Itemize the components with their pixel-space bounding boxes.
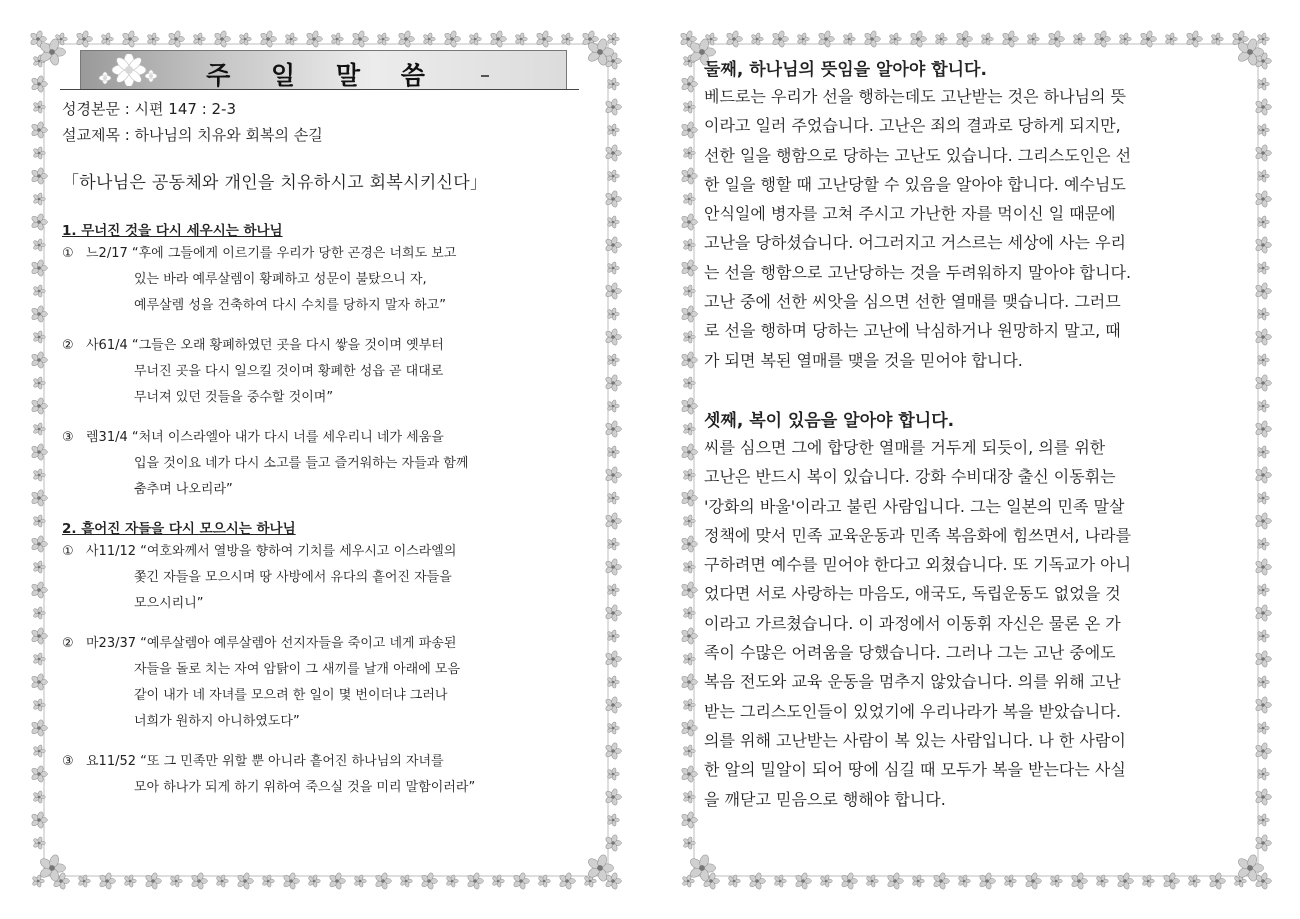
flower-ornament [260, 30, 277, 48]
flower-ornament [31, 213, 48, 231]
outline-sections [62, 219, 587, 801]
body-line: 고난을 당하셨습니다. 어그러지고 거스르는 세상에 사는 우리 [704, 233, 1127, 253]
verse-line: 같이 내가 네 자녀를 모으려 한 일이 몇 번이더냐 그러나 [134, 688, 448, 703]
flower-ornament [683, 514, 696, 527]
title-banner [80, 50, 567, 89]
flower-ornament [681, 811, 698, 829]
flower-ornament [536, 30, 553, 48]
flower-ornament [681, 397, 698, 415]
verse-line: 있는 바라 예루살렘이 황폐하고 성문이 불탔으니 자, [134, 272, 427, 287]
flower-ornament [33, 514, 46, 527]
body-line: 의를 위해 고난받는 사람이 복 있는 사람입니다. 나 한 사람이 [704, 730, 1126, 750]
flower-ornament [33, 100, 46, 113]
flower-ornament [607, 721, 620, 734]
body-line: 족이 수많은 어려움을 당했습니다. 그러나 그는 고난 중에도 [704, 643, 1116, 663]
body-line: 었다면 서로 사랑하는 마음도, 애국도, 독립운동도 없었을 것 [704, 584, 1121, 604]
flower-ornament [887, 872, 904, 890]
body-line: 고난 중에 선한 씨앗을 심으면 선한 열매를 맺습니다. 그러므 [704, 292, 1121, 312]
flower-ornament [1257, 445, 1270, 458]
flower-ornament [1255, 788, 1272, 806]
flower-ornament [683, 192, 696, 205]
flower-ornament [1071, 872, 1088, 890]
flower-ornament [1255, 834, 1272, 852]
verse-number: ③ [62, 754, 74, 769]
body-line: 베드로는 우리가 선을 행하는데도 고난받는 것은 하나님의 뜻 [704, 87, 1127, 106]
flower-ornament [683, 330, 696, 343]
flower-ornament [33, 698, 46, 711]
flower-ornament [329, 872, 346, 890]
flower-ornament [33, 652, 46, 665]
verse-item [62, 749, 587, 801]
flower-ornament [1255, 604, 1272, 622]
body-line: 한 일을 행할 때 고난당할 수 있음을 알아야 합니다. 예수님도 [704, 174, 1126, 194]
verse-line: 렘31/4 “처녀 이스라엘아 내가 다시 너를 세우리니 네가 세움을 [86, 430, 444, 445]
verse-number: ① [62, 246, 74, 261]
flower-ornament [607, 307, 620, 320]
sermon-theme: 「하나님은 공동체와 개인을 치유하시고 회복시키신다」 [62, 173, 488, 193]
flower-ornament [1255, 144, 1272, 162]
flower-ornament [31, 765, 48, 783]
left-page [30, 30, 622, 890]
flower-ornament [559, 872, 576, 890]
flower-ornament [99, 872, 116, 890]
flower-ornament [33, 284, 46, 297]
verse-item [62, 333, 587, 411]
flower-ornament [605, 144, 622, 162]
flower-ornament [1255, 512, 1272, 530]
flower-ornament [979, 872, 996, 890]
flower-ornament [681, 535, 698, 553]
body-line: 을 깨닫고 믿음으로 행해야 합니다. [704, 789, 946, 809]
flower-ornament [681, 719, 698, 737]
body-line: 이라고 가르쳤습니다. 이 과정에서 이동휘 자신은 물론 온 가 [704, 613, 1121, 633]
flower-ornament [1257, 675, 1270, 688]
sermon-title: 설교제목 : 하나님의 치유와 회복의 손길 [62, 126, 323, 144]
flower-ornament [683, 100, 696, 113]
flower-ornament [1257, 123, 1270, 136]
flower-ornament [1255, 98, 1272, 116]
verse-line: 마23/37 “예루살렘아 예루살렘아 선지자들을 죽이고 네게 파송된 [86, 636, 457, 651]
flower-ornament [681, 259, 698, 277]
page-title: 주 일 말 씀 [206, 61, 441, 90]
flower-ornament [605, 282, 622, 300]
verse-number: ③ [62, 430, 74, 445]
body-line: 정책에 맞서 민족 교육운동과 민족 복음화에 힘쓰면서, 나라를 [704, 525, 1132, 545]
flower-ornament [683, 744, 696, 757]
verse-item [62, 425, 587, 503]
flower-ornament [681, 305, 698, 323]
flower-ornament [605, 742, 622, 760]
right-page [680, 30, 1272, 890]
flower-ornament [607, 675, 620, 688]
flower-ornament [605, 788, 622, 806]
flower-ornament [607, 77, 620, 90]
flower-ornament [1257, 353, 1270, 366]
flower-ornament [681, 489, 698, 507]
flower-ornament [605, 374, 622, 392]
flower-ornament [607, 491, 620, 504]
flower-ornament [683, 238, 696, 251]
flower-ornament [1255, 236, 1272, 254]
flower-ornament [33, 330, 46, 343]
verse-line: 요11/52 “또 그 민족만 위할 뿐 아니라 흩어진 하나님의 자녀를 [86, 754, 444, 769]
flower-ornament [681, 765, 698, 783]
flower-ornament [1257, 215, 1270, 228]
flower-ornament [683, 698, 696, 711]
body-line: 한 알의 밀알이 되어 땅에 심길 때 모두가 복을 받는다는 사실 [704, 760, 1126, 780]
flower-ornament [683, 560, 696, 573]
flower-ornament [1257, 261, 1270, 274]
flower-ornament [910, 30, 927, 48]
flower-ornament [33, 744, 46, 757]
flower-ornament [683, 146, 696, 159]
verse-number: ① [62, 544, 74, 559]
title-dash-mark [481, 75, 489, 77]
flower-ornament [607, 123, 620, 136]
flower-ornament [1209, 872, 1226, 890]
verse-line: 춤추며 나오리라” [134, 482, 233, 497]
flower-ornament [605, 604, 622, 622]
verse-line: 입을 것이요 네가 다시 소고를 들고 즐거워하는 자들과 함께 [134, 456, 469, 471]
body-line: 고난은 반드시 복이 있습니다. 강화 수비대장 출신 이동휘는 [704, 467, 1116, 487]
flower-ornament [33, 146, 46, 159]
flower-ornament [1025, 872, 1042, 890]
flower-ornament [864, 30, 881, 48]
flower-ornament [683, 468, 696, 481]
flower-ornament [1257, 537, 1270, 550]
flower-ornament [513, 872, 530, 890]
flower-ornament [1255, 558, 1272, 576]
left-content [62, 50, 587, 801]
verse-number: ② [62, 338, 74, 353]
flower-ornament [605, 834, 622, 852]
flower-ornament [191, 872, 208, 890]
flower-ornament [31, 489, 48, 507]
flower-ornament [681, 121, 698, 139]
flower-ornament [33, 606, 46, 619]
flower-ornament [605, 696, 622, 714]
flower-ornament [841, 872, 858, 890]
flower-ornament [31, 351, 48, 369]
flower-ornament [1255, 872, 1272, 890]
flower-ornament [33, 836, 46, 849]
verse-line: 모아 하나가 되게 하기 위하여 죽으실 것을 미리 말함이러라” [134, 780, 476, 795]
flower-ornament [33, 790, 46, 803]
flower-ornament [607, 537, 620, 550]
flower-ornament [1257, 813, 1270, 826]
flower-ornament [683, 422, 696, 435]
verse-line: 쫓긴 자들을 모으시며 땅 사방에서 유다의 흩어진 자들을 [134, 570, 452, 585]
flower-ornament [1257, 767, 1270, 780]
flower-ornament [607, 583, 620, 596]
flower-ornament [1257, 583, 1270, 596]
verse-item [62, 631, 587, 735]
flower-ornament [683, 790, 696, 803]
flower-ornament [398, 30, 415, 48]
sermon-meta [62, 96, 587, 148]
flower-ornament [168, 30, 185, 48]
flower-ornament [605, 98, 622, 116]
flower-ornament [605, 466, 622, 484]
flower-ornament [1255, 374, 1272, 392]
flower-ornament [352, 30, 369, 48]
flower-ornament [145, 872, 162, 890]
scripture-reference: 성경본문 : 시편 147 : 2-3 [62, 100, 237, 118]
body-line: '강화의 바울'이라고 불린 사람입니다. 그는 일본의 민족 말살 [704, 496, 1125, 516]
body-line: 이라고 일러 주었습니다. 고난은 죄의 결과로 당하게 되지만, [704, 116, 1121, 136]
verse-line: 모으시리니” [134, 596, 204, 611]
verse-number: ② [62, 636, 74, 651]
flower-ornament [214, 30, 231, 48]
flower-ornament [1255, 742, 1272, 760]
flower-ornament [1257, 307, 1270, 320]
right-content [704, 58, 1244, 814]
flower-ornament [1186, 30, 1203, 48]
flower-ornament [1163, 872, 1180, 890]
flower-ornament [605, 328, 622, 346]
verse-line: 느2/17 “후에 그들에게 이르기를 우리가 당한 곤경은 너희도 보고 [86, 246, 457, 261]
flower-ornament [683, 284, 696, 297]
flower-ornament [1255, 282, 1272, 300]
flower-ornament [605, 420, 622, 438]
flower-ornament [490, 30, 507, 48]
flower-ornament [33, 468, 46, 481]
outline-section-title: 2. 흩어진 자들을 다시 모으시는 하나님 [62, 521, 296, 537]
flower-ornament [795, 872, 812, 890]
body-line: 는 선을 행함으로 고난당하는 것을 두려워하지 말아야 합니다. [704, 262, 1132, 282]
flower-ornament [375, 872, 392, 890]
flower-ornament [683, 652, 696, 665]
flower-ornament [33, 376, 46, 389]
flower-ornament [31, 305, 48, 323]
flower-ornament [33, 560, 46, 573]
verse-line: 예루살렘 성을 건축하여 다시 수치를 당하지 말자 하고” [134, 298, 446, 313]
flower-ornament [1094, 30, 1111, 48]
flower-ornament [1048, 30, 1065, 48]
flower-ornament [681, 351, 698, 369]
flower-ornament [1255, 190, 1272, 208]
flower-ornament [31, 811, 48, 829]
flower-ornament [681, 443, 698, 461]
flower-ornament [1002, 30, 1019, 48]
flower-ornament [607, 169, 620, 182]
flower-ornament [33, 238, 46, 251]
flower-ornament [31, 397, 48, 415]
flower-ornament [421, 872, 438, 890]
flower-ornament [306, 30, 323, 48]
body-line: 안식일에 병자를 고쳐 주시고 가난한 자를 먹이신 일 때문에 [704, 204, 1116, 224]
body-line: 씨를 심으면 그에 합당한 열매를 거두게 되듯이, 의를 위한 [704, 437, 1106, 457]
flower-ornament [283, 872, 300, 890]
flower-ornament [31, 75, 48, 93]
flower-ornament [607, 813, 620, 826]
outline-section-title: 1. 무너진 것을 다시 세우시는 하나님 [62, 223, 283, 239]
verse-item [62, 241, 587, 319]
flower-ornament [607, 445, 620, 458]
flower-ornament [31, 259, 48, 277]
flower-ornament [467, 872, 484, 890]
flower-ornament [607, 261, 620, 274]
flower-ornament [1255, 696, 1272, 714]
verse-line: 너희가 원하지 아니하였도다” [134, 714, 300, 729]
flower-ornament [956, 30, 973, 48]
flower-ornament [1140, 30, 1157, 48]
flower-ornament [31, 581, 48, 599]
flower-ornament [1257, 169, 1270, 182]
flower-ornament [683, 836, 696, 849]
flower-ornament [681, 167, 698, 185]
flower-ornament [607, 399, 620, 412]
flower-ornament [933, 872, 950, 890]
flower-ornament [605, 558, 622, 576]
flower-ornament [605, 512, 622, 530]
flower-ornament [681, 213, 698, 231]
flower-ornament [749, 872, 766, 890]
flower-ornament [122, 30, 139, 48]
flower-ornament [1255, 420, 1272, 438]
flower-ornament [818, 30, 835, 48]
flower-ornament [1257, 77, 1270, 90]
flower-ornament [33, 422, 46, 435]
flower-ornament [31, 167, 48, 185]
flower-ornament [1257, 399, 1270, 412]
flower-ornament [605, 190, 622, 208]
flower-ornament [1257, 32, 1270, 45]
sermon-body [704, 58, 1244, 814]
body-line: 받는 그리스도인들이 있었기에 우리나라가 복을 받았습니다. [704, 701, 1121, 721]
flower-ornament [726, 30, 743, 48]
flower-ornament [607, 215, 620, 228]
flower-ornament [31, 719, 48, 737]
flower-ornament [681, 627, 698, 645]
flower-ornament [31, 121, 48, 139]
verse-line: 사11/12 “여호와께서 열방을 향하여 기치를 세우시고 이스라엘의 [86, 544, 457, 559]
flower-ornament [1257, 721, 1270, 734]
flower-ornament [607, 629, 620, 642]
flower-ornament [1255, 328, 1272, 346]
flower-ornament [1255, 650, 1272, 668]
flower-ornament [1255, 466, 1272, 484]
verse-item [62, 539, 587, 617]
flower-ornament [237, 872, 254, 890]
flower-ornament [33, 192, 46, 205]
flower-ornament [31, 673, 48, 691]
flower-ornament [681, 75, 698, 93]
body-line: 로 선을 행하며 당하는 고난에 낙심하거나 원망하지 말고, 때 [704, 321, 1121, 341]
body-line: 복음 전도와 교육 운동을 멈추지 않았습니다. 의를 위해 고난 [704, 672, 1121, 692]
flower-ornament [31, 535, 48, 553]
body-line: 구하려면 예수를 믿어야 한다고 외쳤습니다. 또 기독교가 아니 [704, 555, 1132, 575]
flower-ornament [681, 581, 698, 599]
verse-line: 무너져 있던 것들을 중수할 것이며” [134, 390, 334, 405]
flower-ornament [76, 30, 93, 48]
flower-ornament [683, 376, 696, 389]
flower-ornament [31, 627, 48, 645]
body-heading: 둘째, 하나님의 뜻임을 알아야 합니다. [704, 60, 987, 80]
flower-ornament [607, 767, 620, 780]
verse-line: 자들을 돌로 치는 자여 암탉이 그 새끼를 날개 아래에 모음 [134, 662, 461, 677]
flower-ornament [1257, 491, 1270, 504]
body-line: 선한 일을 행함으로 당하는 고난도 있습니다. 그리스도인은 선 [704, 145, 1132, 165]
flower-ornament [607, 353, 620, 366]
flower-ornament [1257, 629, 1270, 642]
body-heading: 셋째, 복이 있음을 알아야 합니다. [704, 410, 955, 431]
flower-ornament [605, 650, 622, 668]
flower-ornament [683, 606, 696, 619]
verse-line: 무너진 곳을 다시 일으킬 것이며 황폐한 성읍 곧 대대로 [134, 364, 444, 379]
flower-ornament [31, 443, 48, 461]
verse-line: 사61/4 “그들은 오래 황폐하였던 곳을 다시 쌓을 것이며 옛부터 [86, 338, 444, 353]
flower-ornament [444, 30, 461, 48]
flower-ornament [605, 236, 622, 254]
flower-ornament [605, 872, 622, 890]
flower-ornament [681, 673, 698, 691]
flower-ornament [772, 30, 789, 48]
body-line: 가 되면 복된 열매를 맺을 것을 믿어야 합니다. [704, 350, 1023, 370]
flower-ornament [1117, 872, 1134, 890]
flower-ornament [607, 32, 620, 45]
